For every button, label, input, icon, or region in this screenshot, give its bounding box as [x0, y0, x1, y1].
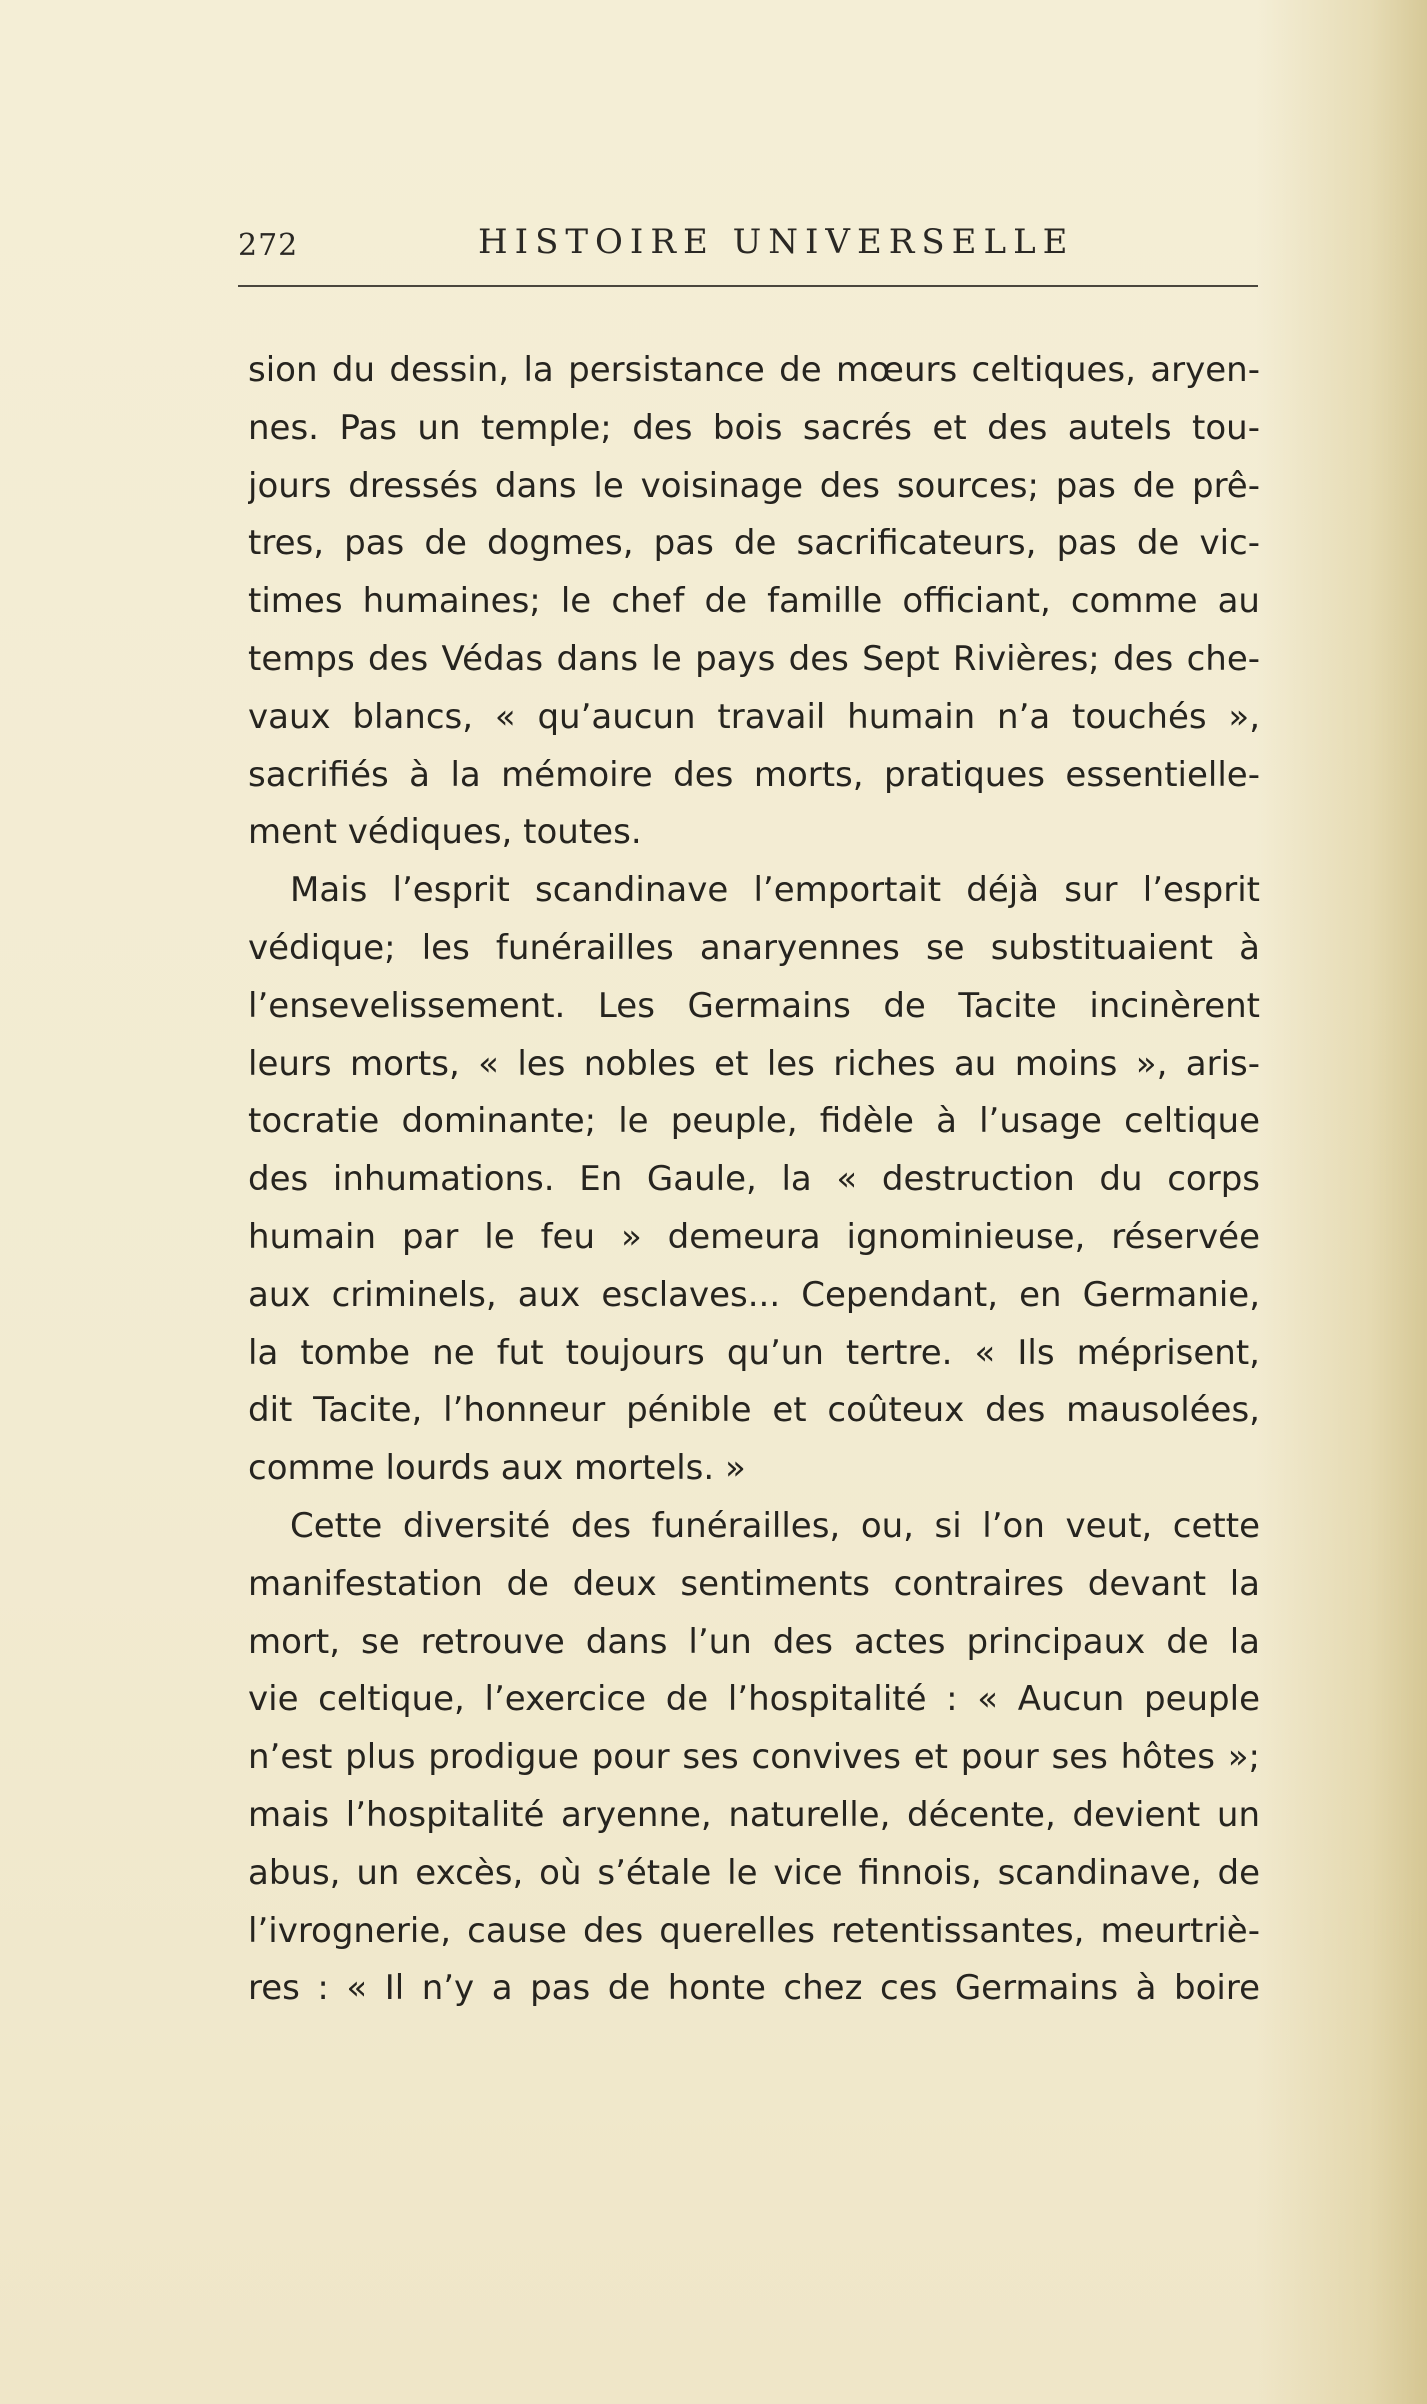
text-line: mais l’hospitalité aryenne, naturelle, décente, devient un — [248, 1794, 1260, 1835]
text-line: humain par le feu » demeura ignominieuse, réservée — [248, 1216, 1260, 1257]
text-line: vie celtique, l’exercice de l’hospitalité : « Aucun peuple — [248, 1679, 1260, 1720]
text-line: jours dressés dans le voisinage des sources; pas de prê- — [248, 465, 1260, 506]
text-line: tocratie dominante; le peuple, fidèle à l’usage celtique — [248, 1101, 1260, 1142]
text-line: mort, se retrouve dans l’un des actes principaux de la — [248, 1621, 1260, 1662]
text-line: la tombe ne fut toujours qu’un tertre. « Ils méprisent, — [248, 1332, 1260, 1373]
text-line: abus, un excès, où s’étale le vice finnois, scandinave, de — [248, 1852, 1260, 1893]
text-line: temps des Védas dans le pays des Sept Rivières; des che- — [248, 638, 1260, 679]
text-line: dit Tacite, l’honneur pénible et coûteux des mausolées, — [248, 1390, 1260, 1431]
text-line: sacrifiés à la mémoire des morts, pratiques essentielle- — [248, 754, 1260, 795]
text-line: leurs morts, « les nobles et les riches au moins », aris- — [248, 1043, 1260, 1084]
text-line: Mais l’esprit scandinave l’emportait déjà sur l’esprit — [290, 870, 1260, 911]
header-rule — [238, 285, 1258, 287]
text-line: sion du dessin, la persistance de mœurs celtiques, aryen- — [248, 350, 1260, 390]
text-line: védique; les funérailles anaryennes se substituaient à — [248, 927, 1260, 968]
text-line: times humaines; le chef de famille officiant, comme au — [248, 581, 1260, 622]
text-line: des inhumations. En Gaule, la « destruction du corps — [248, 1159, 1260, 1200]
text-line: aux criminels, aux esclaves... Cependant, en Germanie, — [248, 1274, 1260, 1315]
text-line: ment védiques, toutes. — [248, 812, 642, 853]
body-text — [248, 342, 1260, 2018]
text-line: manifestation de deux sentiments contraires devant la — [248, 1563, 1260, 1604]
text-line: vaux blancs, « qu’aucun travail humain n’a touchés », — [248, 696, 1260, 737]
text-line: Cette diversité des funérailles, ou, si l’on veut, cette — [290, 1505, 1260, 1546]
text-line: l’ivrognerie, cause des querelles retentissantes, meurtriè- — [248, 1910, 1260, 1951]
page-header — [238, 218, 1258, 268]
text-line: tres, pas de dogmes, pas de sacrificateurs, pas de vic- — [248, 523, 1260, 564]
page-number: 272 — [238, 228, 299, 263]
text-line: res : « Il n’y a pas de honte chez ces Germains à boire — [248, 1968, 1260, 2009]
text-line: l’ensevelissement. Les Germains de Tacite incinèrent — [248, 985, 1260, 1026]
text-line: n’est plus prodigue pour ses convives et pour ses hôtes »; — [248, 1737, 1260, 1778]
running-title: HISTOIRE UNIVERSELLE — [478, 222, 1075, 262]
text-line: comme lourds aux mortels. » — [248, 1448, 746, 1489]
text-line: nes. Pas un temple; des bois sacrés et des autels tou- — [248, 407, 1260, 448]
